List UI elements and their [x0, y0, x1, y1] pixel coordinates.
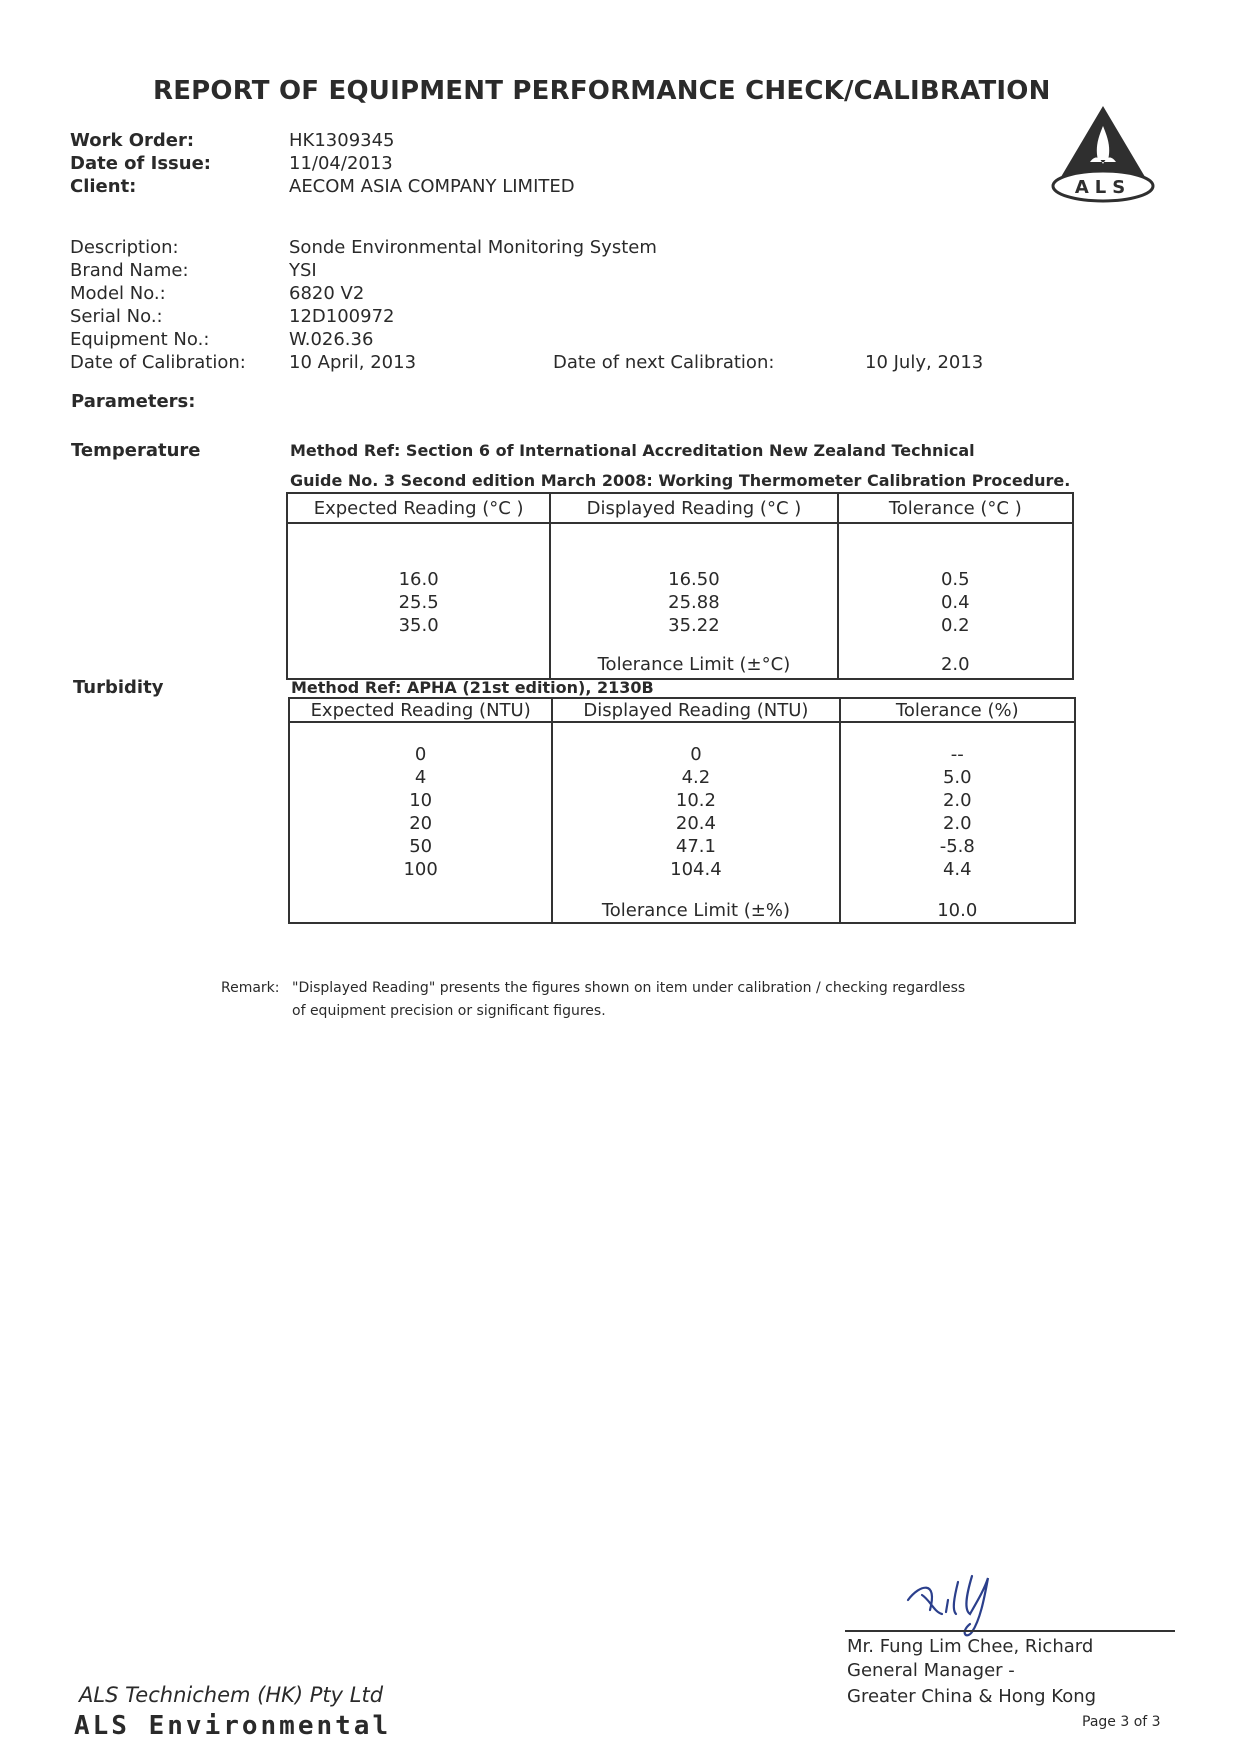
turb-header-displayed: Displayed Reading (NTU)	[552, 698, 839, 722]
serial-value: 12D100972	[289, 306, 395, 327]
remark-label: Remark:	[221, 980, 280, 996]
temp-expected-2: 35.0	[287, 614, 550, 637]
client-value: AECOM ASIA COMPANY LIMITED	[289, 176, 575, 197]
remark-line1: "Displayed Reading" presents the figures shown on item under calibration / checking regardless	[292, 980, 966, 996]
calibration-date-value: 10 April, 2013	[289, 352, 417, 373]
temperature-method-line1: Method Ref: Section 6 of International Accreditation New Zealand Technical	[290, 441, 975, 460]
turb-header-tolerance: Tolerance (%)	[840, 698, 1075, 722]
temp-displayed-0: 16.50	[550, 523, 837, 591]
table-header-row	[289, 698, 1075, 722]
turb-displayed-3: 20.4	[552, 812, 839, 835]
description-value: Sonde Environmental Monitoring System	[289, 237, 657, 258]
next-calibration-label: Date of next Calibration:	[553, 352, 775, 373]
signatory-name: Mr. Fung Lim Chee, Richard	[847, 1636, 1094, 1657]
turb-displayed-2: 10.2	[552, 789, 839, 812]
turb-limit-label: Tolerance Limit (±%)	[552, 881, 839, 923]
turb-expected-4: 50	[289, 835, 552, 858]
turbidity-section-label: Turbidity	[73, 677, 164, 698]
description-label: Description:	[70, 237, 179, 258]
table-row	[289, 766, 1075, 789]
serial-label: Serial No.:	[70, 306, 163, 327]
turb-tolerance-4: -5.8	[840, 835, 1075, 858]
temp-limit-value: 2.0	[838, 637, 1073, 679]
temp-expected-1: 25.5	[287, 591, 550, 614]
footer-brand: ALS Environmental	[74, 1711, 392, 1741]
calibration-date-label: Date of Calibration:	[70, 352, 246, 373]
turb-tolerance-5: 4.4	[840, 858, 1075, 881]
turb-displayed-1: 4.2	[552, 766, 839, 789]
model-value: 6820 V2	[289, 283, 365, 304]
temperature-method-line2: Guide No. 3 Second edition March 2008: Working Thermometer Calibration Procedure.	[290, 471, 1071, 490]
temp-tolerance-0: 0.5	[838, 523, 1073, 591]
signature-line	[845, 1630, 1175, 1632]
remark-line2: of equipment precision or significant figures.	[292, 1003, 606, 1019]
turb-limit-value: 10.0	[840, 881, 1075, 923]
turb-displayed-5: 104.4	[552, 858, 839, 881]
turb-expected-1: 4	[289, 766, 552, 789]
als-logo	[1048, 104, 1158, 208]
table-row	[287, 591, 1073, 614]
turb-displayed-4: 47.1	[552, 835, 839, 858]
turb-expected-2: 10	[289, 789, 552, 812]
next-calibration-value: 10 July, 2013	[865, 352, 984, 373]
temp-header-expected: Expected Reading (°C )	[287, 493, 550, 523]
table-row	[289, 858, 1075, 881]
turb-tolerance-3: 2.0	[840, 812, 1075, 835]
turb-expected-5: 100	[289, 858, 552, 881]
turb-tolerance-0: --	[840, 722, 1075, 766]
client-label: Client:	[70, 176, 137, 197]
turb-expected-0: 0	[289, 722, 552, 766]
turb-displayed-0: 0	[552, 722, 839, 766]
signatory-region: Greater China & Hong Kong	[847, 1686, 1097, 1707]
equipment-no-value: W.026.36	[289, 329, 374, 350]
work-order-label: Work Order:	[70, 130, 195, 151]
table-row	[287, 523, 1073, 591]
table-header-row	[287, 493, 1073, 523]
footer-company: ALS Technichem (HK) Pty Ltd	[79, 1683, 384, 1707]
date-of-issue-value: 11/04/2013	[289, 153, 393, 174]
turb-tolerance-2: 2.0	[840, 789, 1075, 812]
table-row	[289, 812, 1075, 835]
signature-mark	[900, 1570, 1030, 1644]
temperature-table	[286, 492, 1074, 680]
temp-expected-0: 16.0	[287, 523, 550, 591]
temp-header-displayed: Displayed Reading (°C )	[550, 493, 837, 523]
report-title: REPORT OF EQUIPMENT PERFORMANCE CHECK/CALIBRATION	[153, 76, 1051, 106]
temp-displayed-2: 35.22	[550, 614, 837, 637]
signatory-title: General Manager -	[847, 1660, 1015, 1681]
table-row	[289, 881, 1075, 923]
table-row	[289, 722, 1075, 766]
model-label: Model No.:	[70, 283, 166, 304]
parameters-label: Parameters:	[71, 391, 196, 412]
turb-tolerance-1: 5.0	[840, 766, 1075, 789]
temp-header-tolerance: Tolerance (°C )	[838, 493, 1073, 523]
svg-text:ALS: ALS	[1074, 177, 1132, 198]
temperature-section-label: Temperature	[71, 440, 201, 461]
temp-displayed-1: 25.88	[550, 591, 837, 614]
page-number: Page 3 of 3	[1082, 1714, 1161, 1730]
turbidity-method-line1: Method Ref: APHA (21st edition), 2130B	[291, 678, 654, 697]
work-order-value: HK1309345	[289, 130, 395, 151]
temp-limit-label: Tolerance Limit (±°C)	[550, 637, 837, 679]
turb-header-expected: Expected Reading (NTU)	[289, 698, 552, 722]
equipment-no-label: Equipment No.:	[70, 329, 210, 350]
turb-expected-3: 20	[289, 812, 552, 835]
table-row	[289, 789, 1075, 812]
brand-value: YSI	[289, 260, 317, 281]
table-row	[289, 835, 1075, 858]
turbidity-table	[288, 697, 1076, 924]
date-of-issue-label: Date of Issue:	[70, 153, 211, 174]
table-row	[287, 614, 1073, 637]
temp-tolerance-1: 0.4	[838, 591, 1073, 614]
temp-tolerance-2: 0.2	[838, 614, 1073, 637]
brand-label: Brand Name:	[70, 260, 189, 281]
table-row	[287, 637, 1073, 679]
